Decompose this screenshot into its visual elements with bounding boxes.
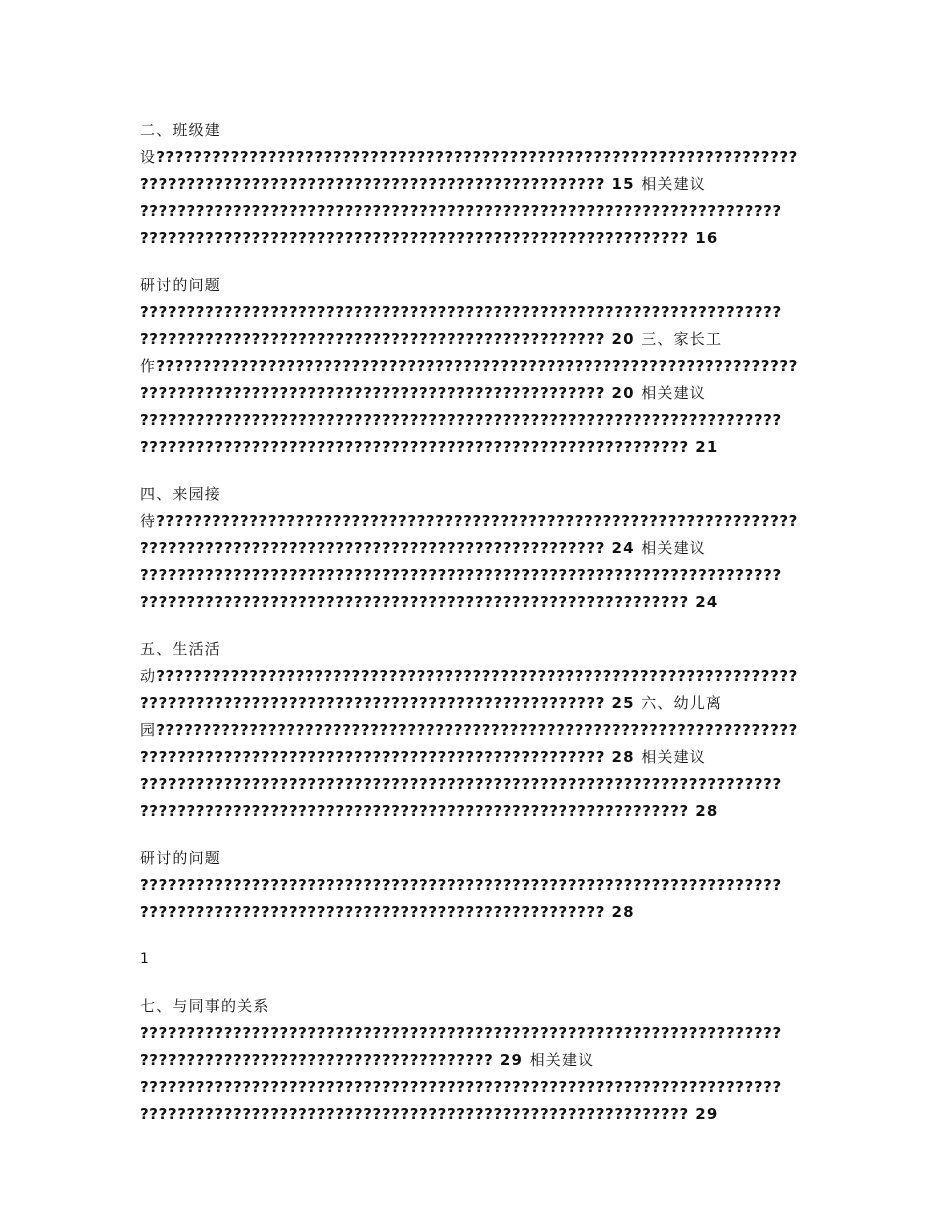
- toc-block: [140, 636, 810, 825]
- toc-leader: ?????????????????????????????????????????????????????????????????????: [156, 512, 798, 530]
- toc-page-ref: 25: [605, 694, 642, 712]
- toc-block: [140, 993, 810, 1128]
- toc-page-ref: 15: [605, 175, 642, 193]
- toc-leader: ?????????????????????????????????????????????????????????????????????: [156, 721, 798, 739]
- toc-entry-title: 四、来园接: [140, 485, 222, 503]
- toc-line: [140, 353, 810, 380]
- toc-entry-title: 相关建议: [641, 748, 706, 766]
- toc-line: [140, 171, 810, 198]
- toc-line: [140, 663, 810, 690]
- toc-page-ref: 29: [688, 1105, 719, 1123]
- toc-leader: ???????????????????????????????????????????????????????????: [140, 438, 689, 456]
- toc-entry-title: 相关建议: [641, 384, 706, 402]
- toc-entry-title: 待: [140, 512, 157, 530]
- toc-leader: ???????????????????????????????????????????????????????????: [140, 802, 689, 820]
- toc-line: [140, 407, 810, 434]
- toc-leader: ??????????????????????????????????????????????????: [140, 903, 606, 921]
- toc-leader: ?????????????????????????????????????????????????????????????????????: [156, 357, 798, 375]
- toc-line: [140, 198, 810, 225]
- toc-entry-title: 相关建议: [641, 539, 706, 557]
- toc-entry-title: 相关建议: [641, 175, 706, 193]
- toc-leader: ??????????????????????????????????????????????????: [140, 748, 606, 766]
- toc-block: [140, 845, 810, 926]
- toc-line: [140, 717, 810, 744]
- toc-line: [140, 798, 810, 825]
- toc-line: [140, 690, 810, 717]
- toc-entry-title: 研讨的问题: [140, 849, 222, 867]
- toc-block: [140, 272, 810, 461]
- toc-page-ref: 29: [493, 1051, 530, 1069]
- toc-line: [140, 636, 810, 663]
- toc-line: [140, 380, 810, 407]
- toc-page-ref: 21: [688, 438, 719, 456]
- toc-leader: ??????????????????????????????????????????????????: [140, 330, 606, 348]
- toc-leader: ?????????????????????????????????????????????????????????????????????: [156, 148, 798, 166]
- toc-page: [140, 117, 810, 1148]
- toc-page-ref: 24: [688, 593, 719, 611]
- toc-leader: ?????????????????????????????????????????????????????????????????????: [156, 667, 798, 685]
- toc-leader: ???????????????????????????????????????????????????????????: [140, 593, 689, 611]
- toc-line: [140, 299, 810, 326]
- toc-line: [140, 744, 810, 771]
- toc-entry-title: 五、生活活: [140, 640, 222, 658]
- toc-line: [140, 899, 810, 926]
- toc-leader: ?????????????????????????????????????????????????????????????????????: [140, 1078, 782, 1096]
- toc-entry-title: 三、家长工: [641, 330, 723, 348]
- toc-leader: ?????????????????????????????????????????????????????????????????????: [140, 566, 782, 584]
- toc-leader: ??????????????????????????????????????????????????: [140, 384, 606, 402]
- toc-line: [140, 872, 810, 899]
- toc-line: [140, 1020, 810, 1047]
- toc-line: [140, 845, 810, 872]
- toc-leader: ?????????????????????????????????????????????????????????????????????: [140, 411, 782, 429]
- toc-page-ref: 28: [605, 748, 642, 766]
- toc-line: [140, 589, 810, 616]
- toc-line: [140, 1047, 810, 1074]
- toc-entry-title: 研讨的问题: [140, 276, 222, 294]
- toc-leader: ?????????????????????????????????????????????????????????????????????: [140, 876, 782, 894]
- toc-page-ref: 20: [605, 384, 642, 402]
- toc-leader: ???????????????????????????????????????????????????????????: [140, 1105, 689, 1123]
- toc-leader: ?????????????????????????????????????????????????????????????????????: [140, 1024, 782, 1042]
- toc-leader: ?????????????????????????????????????????????????????????????????????: [140, 775, 782, 793]
- page-number: 1: [140, 951, 149, 967]
- toc-block: [140, 117, 810, 252]
- toc-leader: ??????????????????????????????????????????????????: [140, 539, 606, 557]
- toc-page-ref: 16: [688, 229, 719, 247]
- toc-line: [140, 272, 810, 299]
- toc-entry-title: 作: [140, 357, 157, 375]
- toc-line: [140, 993, 810, 1020]
- toc-line: [140, 481, 810, 508]
- toc-line: [140, 508, 810, 535]
- toc-entry-title: 设: [140, 148, 157, 166]
- toc-page-ref: 20: [605, 330, 642, 348]
- toc-line: [140, 562, 810, 589]
- toc-leader: ??????????????????????????????????????????????????: [140, 694, 606, 712]
- toc-line: [140, 225, 810, 252]
- toc-line: [140, 1101, 810, 1128]
- toc-entry-title: 六、幼儿离: [641, 694, 723, 712]
- toc-line: [140, 326, 810, 353]
- toc-entry-title: 动: [140, 667, 157, 685]
- toc-entry-title: 二、班级建: [140, 121, 222, 139]
- toc-entry-title: 七、与同事的关系: [140, 997, 270, 1015]
- toc-entry-title: 相关建议: [529, 1051, 595, 1069]
- toc-leader: ???????????????????????????????????????????????????????????: [140, 229, 689, 247]
- toc-block: [140, 481, 810, 616]
- toc-leader: ?????????????????????????????????????????????????????????????????????: [140, 202, 782, 220]
- toc-line: [140, 771, 810, 798]
- toc-leader: ?????????????????????????????????????????????????????????????????????: [140, 303, 782, 321]
- toc-page-ref: 28: [688, 802, 719, 820]
- toc-line: [140, 535, 810, 562]
- toc-leader: ??????????????????????????????????????????????????: [140, 175, 606, 193]
- toc-leader: ??????????????????????????????????????: [140, 1051, 494, 1069]
- toc-line: [140, 117, 810, 144]
- toc-line: [140, 1074, 810, 1101]
- toc-page-ref: 28: [605, 903, 635, 921]
- toc-line: [140, 434, 810, 461]
- toc-page-ref: 24: [605, 539, 642, 557]
- toc-entry-title: 园: [140, 721, 157, 739]
- toc-line: [140, 144, 810, 171]
